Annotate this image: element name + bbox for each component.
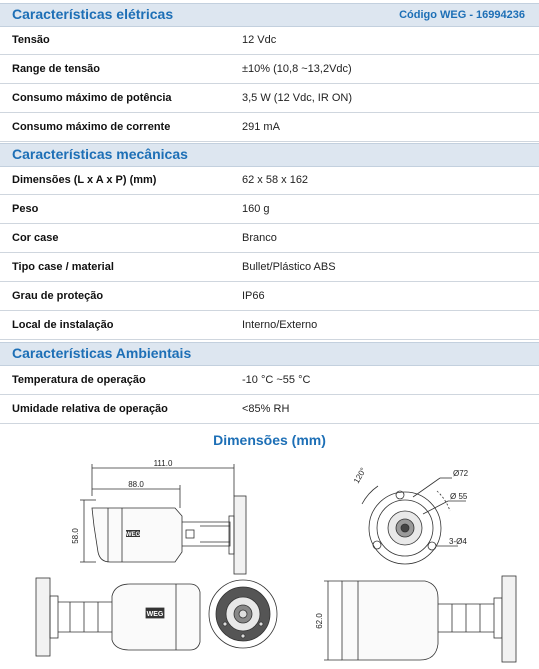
spec-row xyxy=(0,166,539,195)
lens-front-view-drawing xyxy=(209,580,277,648)
mechanical-section-header xyxy=(0,143,539,167)
dimension-drawing xyxy=(0,456,539,669)
dimensions-title: Dimensões (mm) xyxy=(213,432,326,448)
spec-value: Bullet/Plástico ABS xyxy=(242,261,336,273)
spec-label: Umidade relativa de operação xyxy=(12,403,168,415)
spec-label: Range de tensão xyxy=(12,63,101,75)
spec-value: 3,5 W (12 Vdc, IR ON) xyxy=(242,92,353,104)
spec-value: -10 °C ~55 °C xyxy=(242,374,311,386)
spec-value: IP66 xyxy=(242,290,265,302)
dim-label: 111.0 xyxy=(153,459,173,468)
product-code: Código WEG - 16994236 xyxy=(399,9,525,21)
dim-label: 62.0 xyxy=(315,613,324,629)
spec-label: Consumo máximo de corrente xyxy=(12,121,171,133)
spec-value: 12 Vdc xyxy=(242,34,277,46)
dim-label: 120° xyxy=(351,466,369,485)
spec-row xyxy=(0,26,539,55)
spec-row xyxy=(0,224,539,253)
spec-row xyxy=(0,282,539,311)
spec-label: Dimensões (L x A x P) (mm) xyxy=(12,174,157,186)
spec-value: Interno/Externo xyxy=(242,319,318,331)
spec-label: Grau de proteção xyxy=(12,290,104,302)
spec-row xyxy=(0,84,539,113)
spec-label: Local de instalação xyxy=(12,319,114,331)
spec-value: ±10% (10,8 ~13,2Vdc) xyxy=(242,63,352,75)
spec-value: 291 mA xyxy=(242,121,280,133)
spec-row xyxy=(0,366,539,395)
spec-row xyxy=(0,113,539,142)
spec-row xyxy=(0,395,539,424)
dim-label: 3-Ø4 xyxy=(449,537,467,546)
spec-row xyxy=(0,253,539,282)
top-view-drawing xyxy=(324,576,516,662)
electrical-section-header xyxy=(0,3,539,27)
dim-label: Ø72 xyxy=(453,469,469,478)
spec-label: Temperatura de operação xyxy=(12,374,146,386)
mount-base-drawing xyxy=(362,478,466,564)
spec-label: Tensão xyxy=(12,34,50,46)
spec-row xyxy=(0,195,539,224)
electrical-section-title: Características elétricas xyxy=(12,6,174,22)
brand-logo: WEG xyxy=(125,532,141,538)
side-view-drawing xyxy=(80,464,246,574)
spec-label: Cor case xyxy=(12,232,59,244)
camera-body-view-drawing xyxy=(36,578,200,656)
spec-label: Tipo case / material xyxy=(12,261,114,273)
spec-row xyxy=(0,311,539,340)
spec-row xyxy=(0,55,539,84)
spec-label: Peso xyxy=(12,203,39,215)
mechanical-section-title: Características mecânicas xyxy=(12,146,188,162)
spec-value: 62 x 58 x 162 xyxy=(242,174,309,186)
environmental-section-header xyxy=(0,342,539,366)
dim-label: 88.0 xyxy=(128,480,144,489)
dim-label: 58.0 xyxy=(71,528,80,544)
spec-value: <85% RH xyxy=(242,403,290,415)
spec-value: 160 g xyxy=(242,203,270,215)
brand-logo: WEG xyxy=(146,611,164,618)
dim-label: Ø 55 xyxy=(450,492,468,501)
environmental-section-title: Características Ambientais xyxy=(12,345,192,361)
spec-label: Consumo máximo de potência xyxy=(12,92,172,104)
spec-value: Branco xyxy=(242,232,277,244)
